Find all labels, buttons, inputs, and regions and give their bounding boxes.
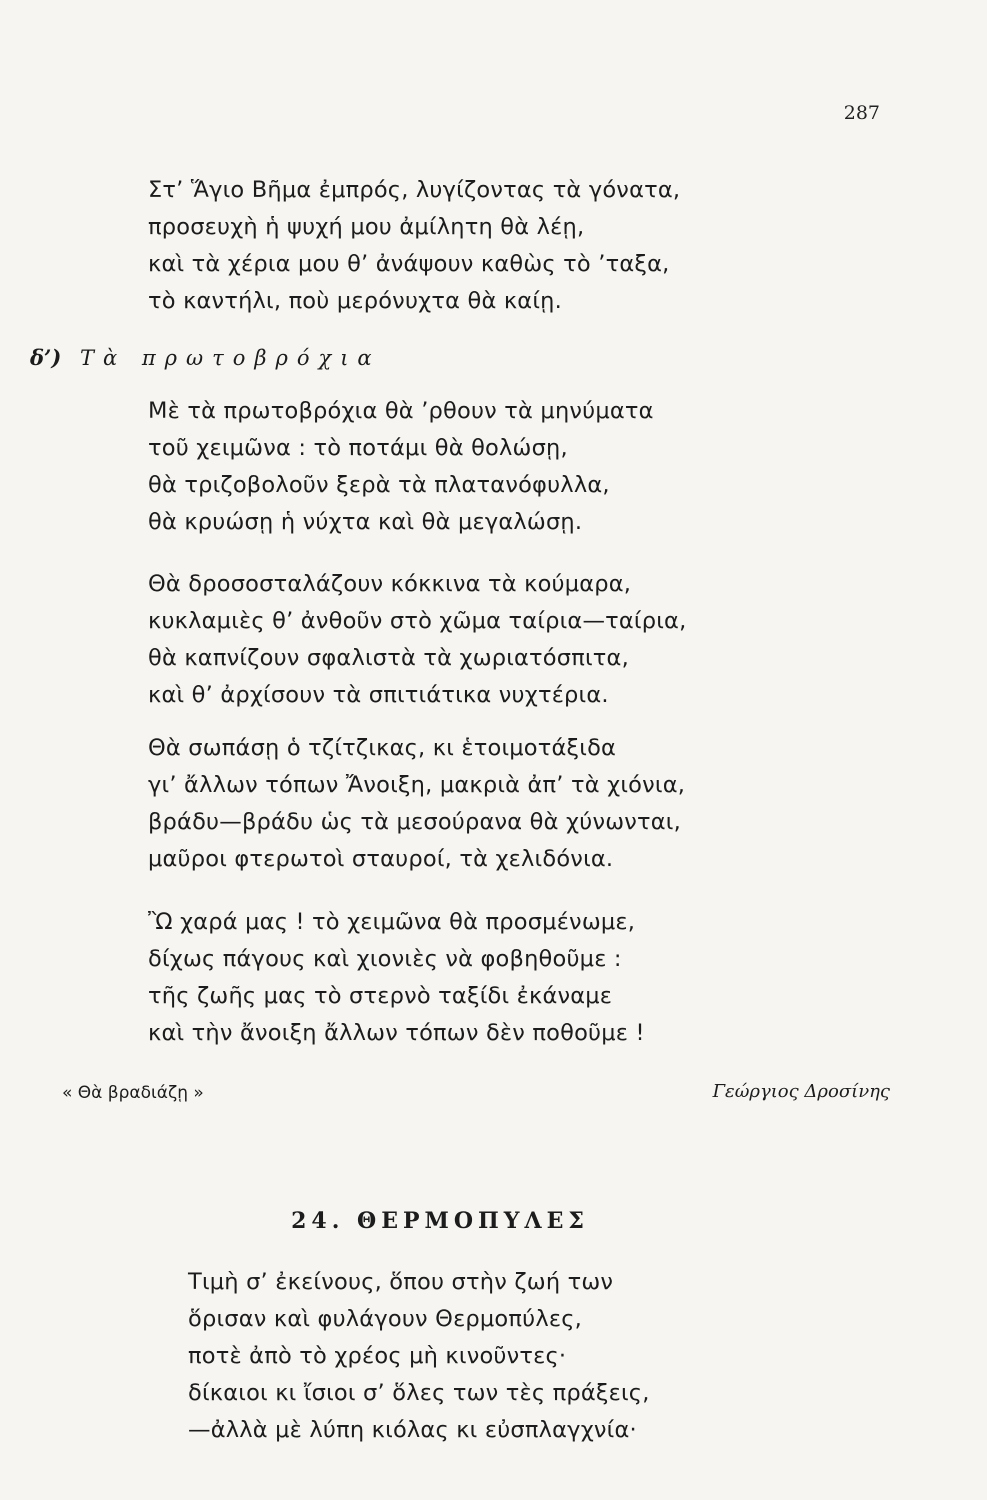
verse-line: τὸ καντήλι, ποὺ μερόνυχτα θὰ καίῃ. [148,288,562,314]
verse-line: θὰ κρυώσῃ ἡ νύχτα καὶ θὰ μεγαλώσῃ. [148,509,583,535]
stanza-1 [148,172,680,320]
section-label: δ’) [30,345,62,370]
verse-line: θὰ καπνίζουν σφαλιστὰ τὰ χωριατόσπιτα, [148,645,629,671]
verse-line: Ὢ χαρά μας ! τὸ χειμῶνα θὰ προσμένωμε, [148,909,636,935]
section-heading [30,345,381,370]
verse-line: Θὰ σωπάσῃ ὁ τζίτζικας, κι ἑτοιμοτάξιδα [148,735,617,761]
verse-line: κυκλαμιὲς θ’ ἀνθοῦν στὸ χῶμα ταίρια—ταίρια, [148,608,687,634]
page-number: 287 [843,102,880,124]
stanza-3 [148,566,686,714]
verse-line: τῆς ζωῆς μας τὸ στερνὸ ταξίδι ἐκάναμε [148,983,613,1009]
verse-line: δίχως πάγους καὶ χιονιὲς νὰ φοβηθοῦμε : [148,946,622,972]
verse-line: Στ’ Ἅγιο Βῆμα ἐμπρός, λυγίζοντας τὰ γόνατα, [148,177,681,203]
verse-line: Θὰ δροσοσταλάζουν κόκκινα τὰ κούμαρα, [148,571,632,597]
source-title: « Θὰ βραδιάζῃ » [62,1083,204,1103]
verse-line: καὶ τὰ χέρια μου θ’ ἀνάψουν καθὼς τὸ ’ταξα, [148,251,670,277]
stanza-2 [148,393,654,541]
poem-heading: 24. ΘΕΡΜΟΠΥΛΕΣ [291,1208,589,1234]
verse-line: Τιμὴ σ’ ἐκείνους, ὅπου στὴν ζωή των [188,1269,614,1295]
verse-line: βράδυ—βράδυ ὡς τὰ μεσούρανα θὰ χύνωνται, [148,809,681,835]
verse-line: καὶ θ’ ἀρχίσουν τὰ σπιτιάτικα νυχτέρια. [148,682,609,708]
verse-line: τοῦ χειμῶνα : τὸ ποτάμι θὰ θολώσῃ, [148,435,568,461]
verse-line: —ἀλλὰ μὲ λύπη κιόλας κι εὐσπλαγχνία· [188,1417,637,1443]
section-title: Τὰ πρωτοβρόχια [79,346,381,370]
verse-line: θὰ τριζοβολοῦν ξερὰ τὰ πλατανόφυλλα, [148,472,610,498]
verse-line: ποτὲ ἀπὸ τὸ χρέος μὴ κινοῦντες· [188,1343,567,1369]
verse-line: καὶ τὴν ἄνοιξη ἄλλων τόπων δὲν ποθοῦμε ! [148,1020,645,1046]
author-name: Γεώργιος Δροσίνης [712,1081,890,1102]
verse-line: ὅρισαν καὶ φυλάγουν Θερμοπύλες, [188,1306,582,1332]
verse-line: δίκαιοι κι ἴσιοι σ’ ὅλες των τὲς πράξεις, [188,1380,650,1406]
verse-line: γι’ ἄλλων τόπων Ἄνοιξη, μακριὰ ἀπ’ τὰ χιόνια, [148,772,686,798]
stanza-4 [148,730,685,878]
verse-line: προσευχὴ ἡ ψυχή μου ἀμίλητη θὰ λέῃ, [148,214,585,240]
stanza-6 [188,1264,650,1449]
verse-line: μαῦροι φτερωτοὶ σταυροί, τὰ χελιδόνια. [148,846,614,872]
stanza-5 [148,904,645,1052]
verse-line: Μὲ τὰ πρωτοβρόχια θὰ ’ρθουν τὰ μηνύματα [148,398,654,424]
